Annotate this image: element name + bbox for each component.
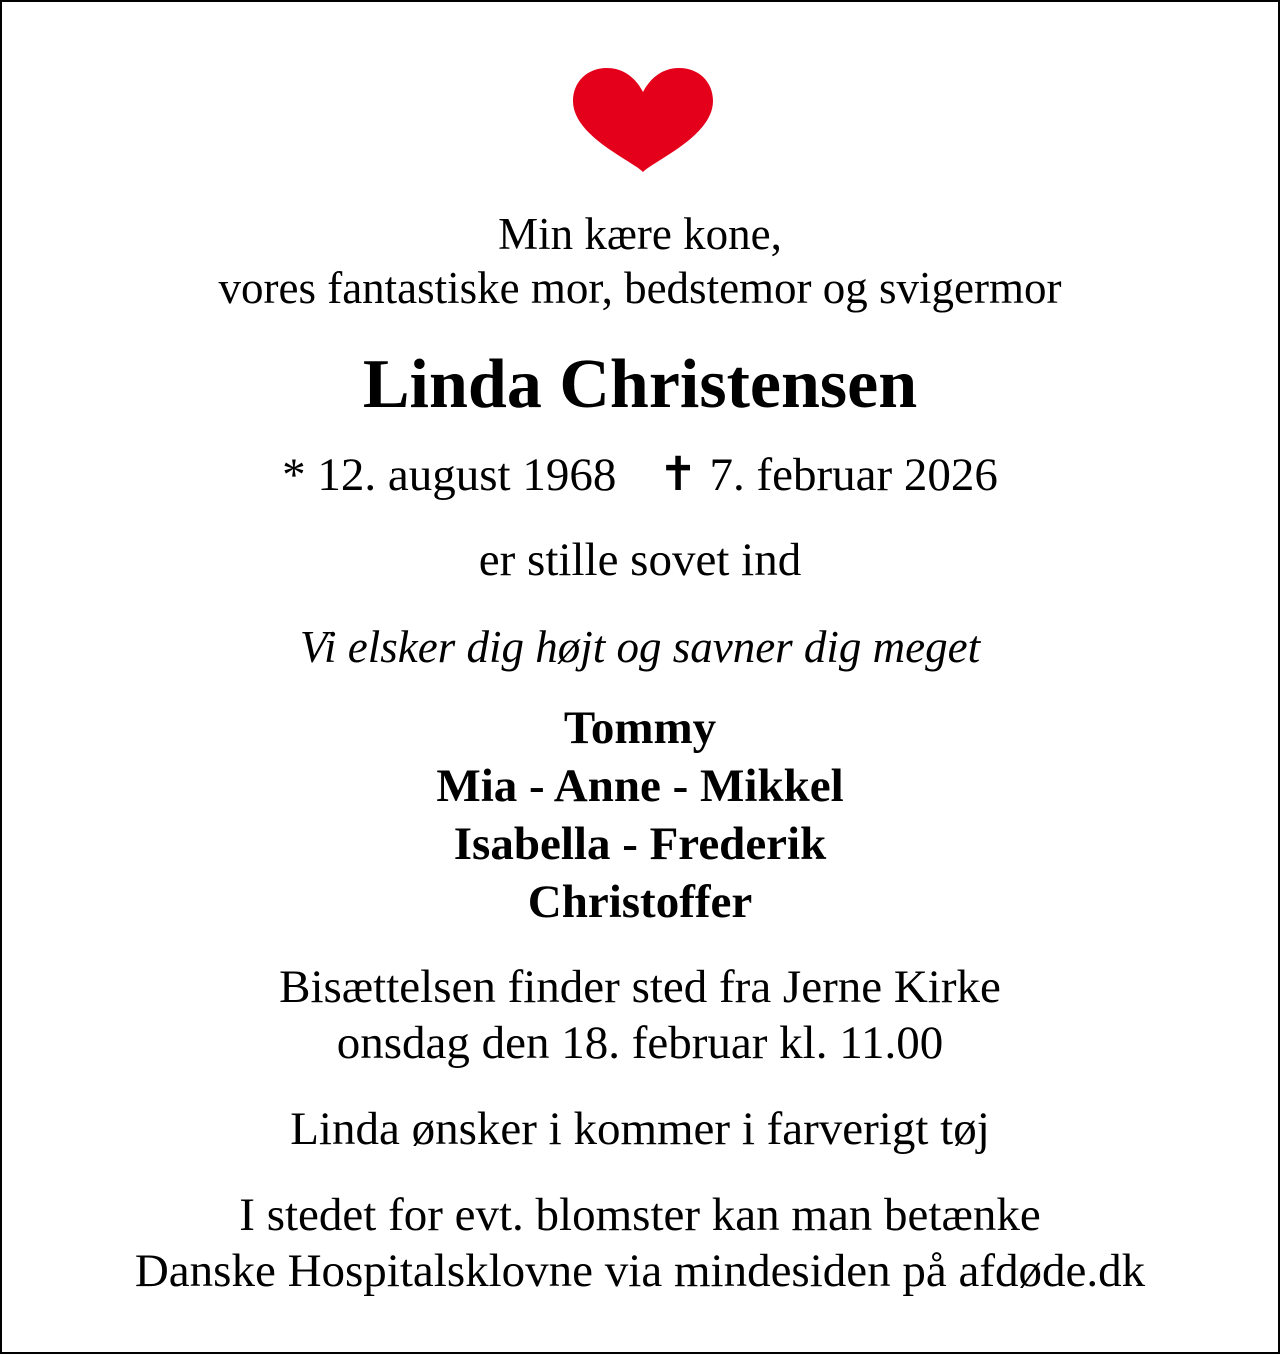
- service-location: Bisættelsen finder sted fra Jerne Kirke: [279, 961, 1001, 1013]
- death-date: ✝ 7. februar 2026: [658, 449, 998, 501]
- service-time: onsdag den 18. februar kl. 11.00: [336, 1017, 944, 1069]
- tribute-text: Vi elsker dig højt og savner dig meget: [299, 622, 981, 672]
- heart-shape: [573, 68, 713, 172]
- birth-date: * 12. august 1968: [282, 449, 617, 501]
- attire-wish: Linda ønsker i kommer i farverigt tøj: [290, 1103, 990, 1155]
- passed-text: er stille sovet ind: [478, 534, 802, 586]
- heart-icon: [571, 68, 715, 172]
- family-line: Christoffer: [527, 876, 753, 928]
- intro-line-2: vores fantastiske mor, bedstemor og svigermor: [218, 263, 1062, 313]
- donation-line-2: Danske Hospitalsklovne via mindesiden på afdøde.dk: [134, 1245, 1146, 1297]
- intro-line-1: Min kære kone,: [498, 209, 782, 259]
- donation-line-1: I stedet for evt. blomster kan man betænke: [239, 1189, 1041, 1241]
- family-line: Tommy: [563, 702, 717, 754]
- deceased-name: Linda Christensen: [362, 346, 918, 423]
- dates-line: [2, 447, 1278, 503]
- family-line: Mia - Anne - Mikkel: [436, 760, 844, 812]
- family-line: Isabella - Frederik: [453, 818, 827, 870]
